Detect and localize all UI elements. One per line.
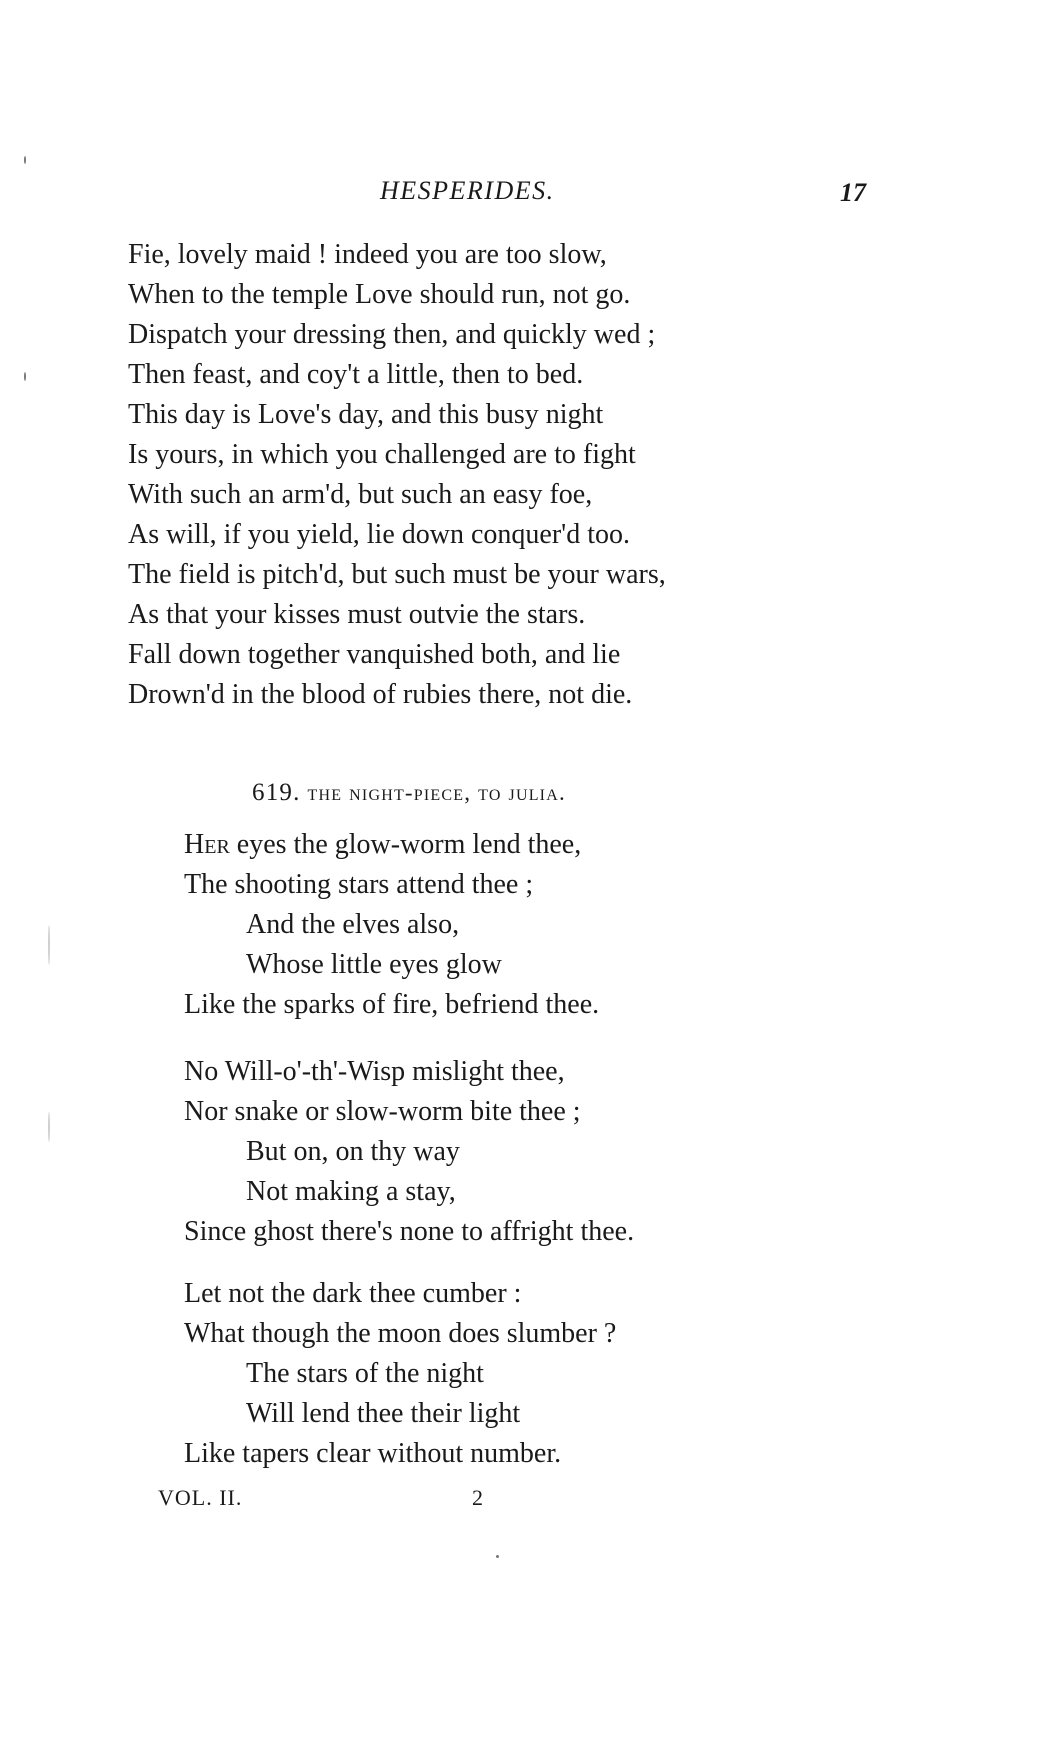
poem-line: No Will-o'-th'-Wisp mislight thee, bbox=[184, 1056, 565, 1087]
scan-speck bbox=[48, 925, 50, 965]
poem-line: Like the sparks of fire, befriend thee. bbox=[184, 989, 600, 1020]
poem-line: The shooting stars attend thee ; bbox=[184, 869, 534, 900]
poem-line: Fie, lovely maid ! indeed you are too slow, bbox=[128, 239, 607, 270]
poem-line: Is yours, in which you challenged are to fight bbox=[128, 439, 636, 470]
volume-mark: VOL. II. bbox=[158, 1485, 243, 1510]
continued-poem-stanza bbox=[128, 235, 666, 715]
poem-line: What though the moon does slumber ? bbox=[184, 1318, 617, 1349]
signature-mark: 2 bbox=[472, 1485, 483, 1510]
poem-title bbox=[252, 779, 566, 807]
poem-line: Whose little eyes glow bbox=[246, 949, 502, 980]
poem-line: Not making a stay, bbox=[246, 1176, 456, 1207]
scan-speck bbox=[24, 156, 26, 164]
page-number: 17 bbox=[840, 178, 866, 207]
first-word: Her bbox=[184, 829, 230, 860]
poem-line: Will lend thee their light bbox=[246, 1398, 521, 1429]
poem-stanza-2 bbox=[184, 1052, 634, 1252]
poem-line bbox=[184, 825, 599, 865]
scan-speck bbox=[48, 1112, 50, 1142]
poem-line: This day is Love's day, and this busy night bbox=[128, 399, 604, 430]
poem-line: The stars of the night bbox=[246, 1358, 484, 1389]
poem-line: And the elves also, bbox=[246, 909, 460, 940]
poem-line: Nor snake or slow-worm bite thee ; bbox=[184, 1096, 581, 1127]
poem-line: When to the temple Love should run, not go. bbox=[128, 279, 631, 310]
poem-line: Let not the dark thee cumber : bbox=[184, 1278, 522, 1309]
scan-speck bbox=[24, 372, 26, 381]
poem-line: As that your kisses must outvie the stars. bbox=[128, 599, 586, 630]
poem-line: With such an arm'd, but such an easy foe, bbox=[128, 479, 593, 510]
poem-line: As will, if you yield, lie down conquer'd too. bbox=[128, 519, 630, 550]
poem-title-text: the night-piece, to julia. bbox=[307, 780, 566, 805]
poem-line: Fall down together vanquished both, and lie bbox=[128, 639, 621, 670]
poem-line: But on, on thy way bbox=[246, 1136, 460, 1167]
poem-stanza-1 bbox=[184, 825, 599, 1025]
poem-stanza-3 bbox=[184, 1274, 616, 1474]
scan-speck bbox=[496, 1555, 499, 1558]
poem-line: Dispatch your dressing then, and quickly wed ; bbox=[128, 319, 656, 350]
poem-number: 619. bbox=[252, 779, 301, 806]
poem-line: Then feast, and coy't a little, then to bed. bbox=[128, 359, 584, 390]
poem-line: The field is pitch'd, but such must be your wars, bbox=[128, 559, 666, 590]
running-head: HESPERIDES. bbox=[380, 176, 555, 205]
poem-line: Like tapers clear without number. bbox=[184, 1438, 562, 1469]
poem-line-rest: eyes the glow-worm lend thee, bbox=[229, 829, 582, 860]
poem-line: Drown'd in the blood of rubies there, not die. bbox=[128, 679, 633, 710]
poem-line: Since ghost there's none to affright thee. bbox=[184, 1216, 635, 1247]
